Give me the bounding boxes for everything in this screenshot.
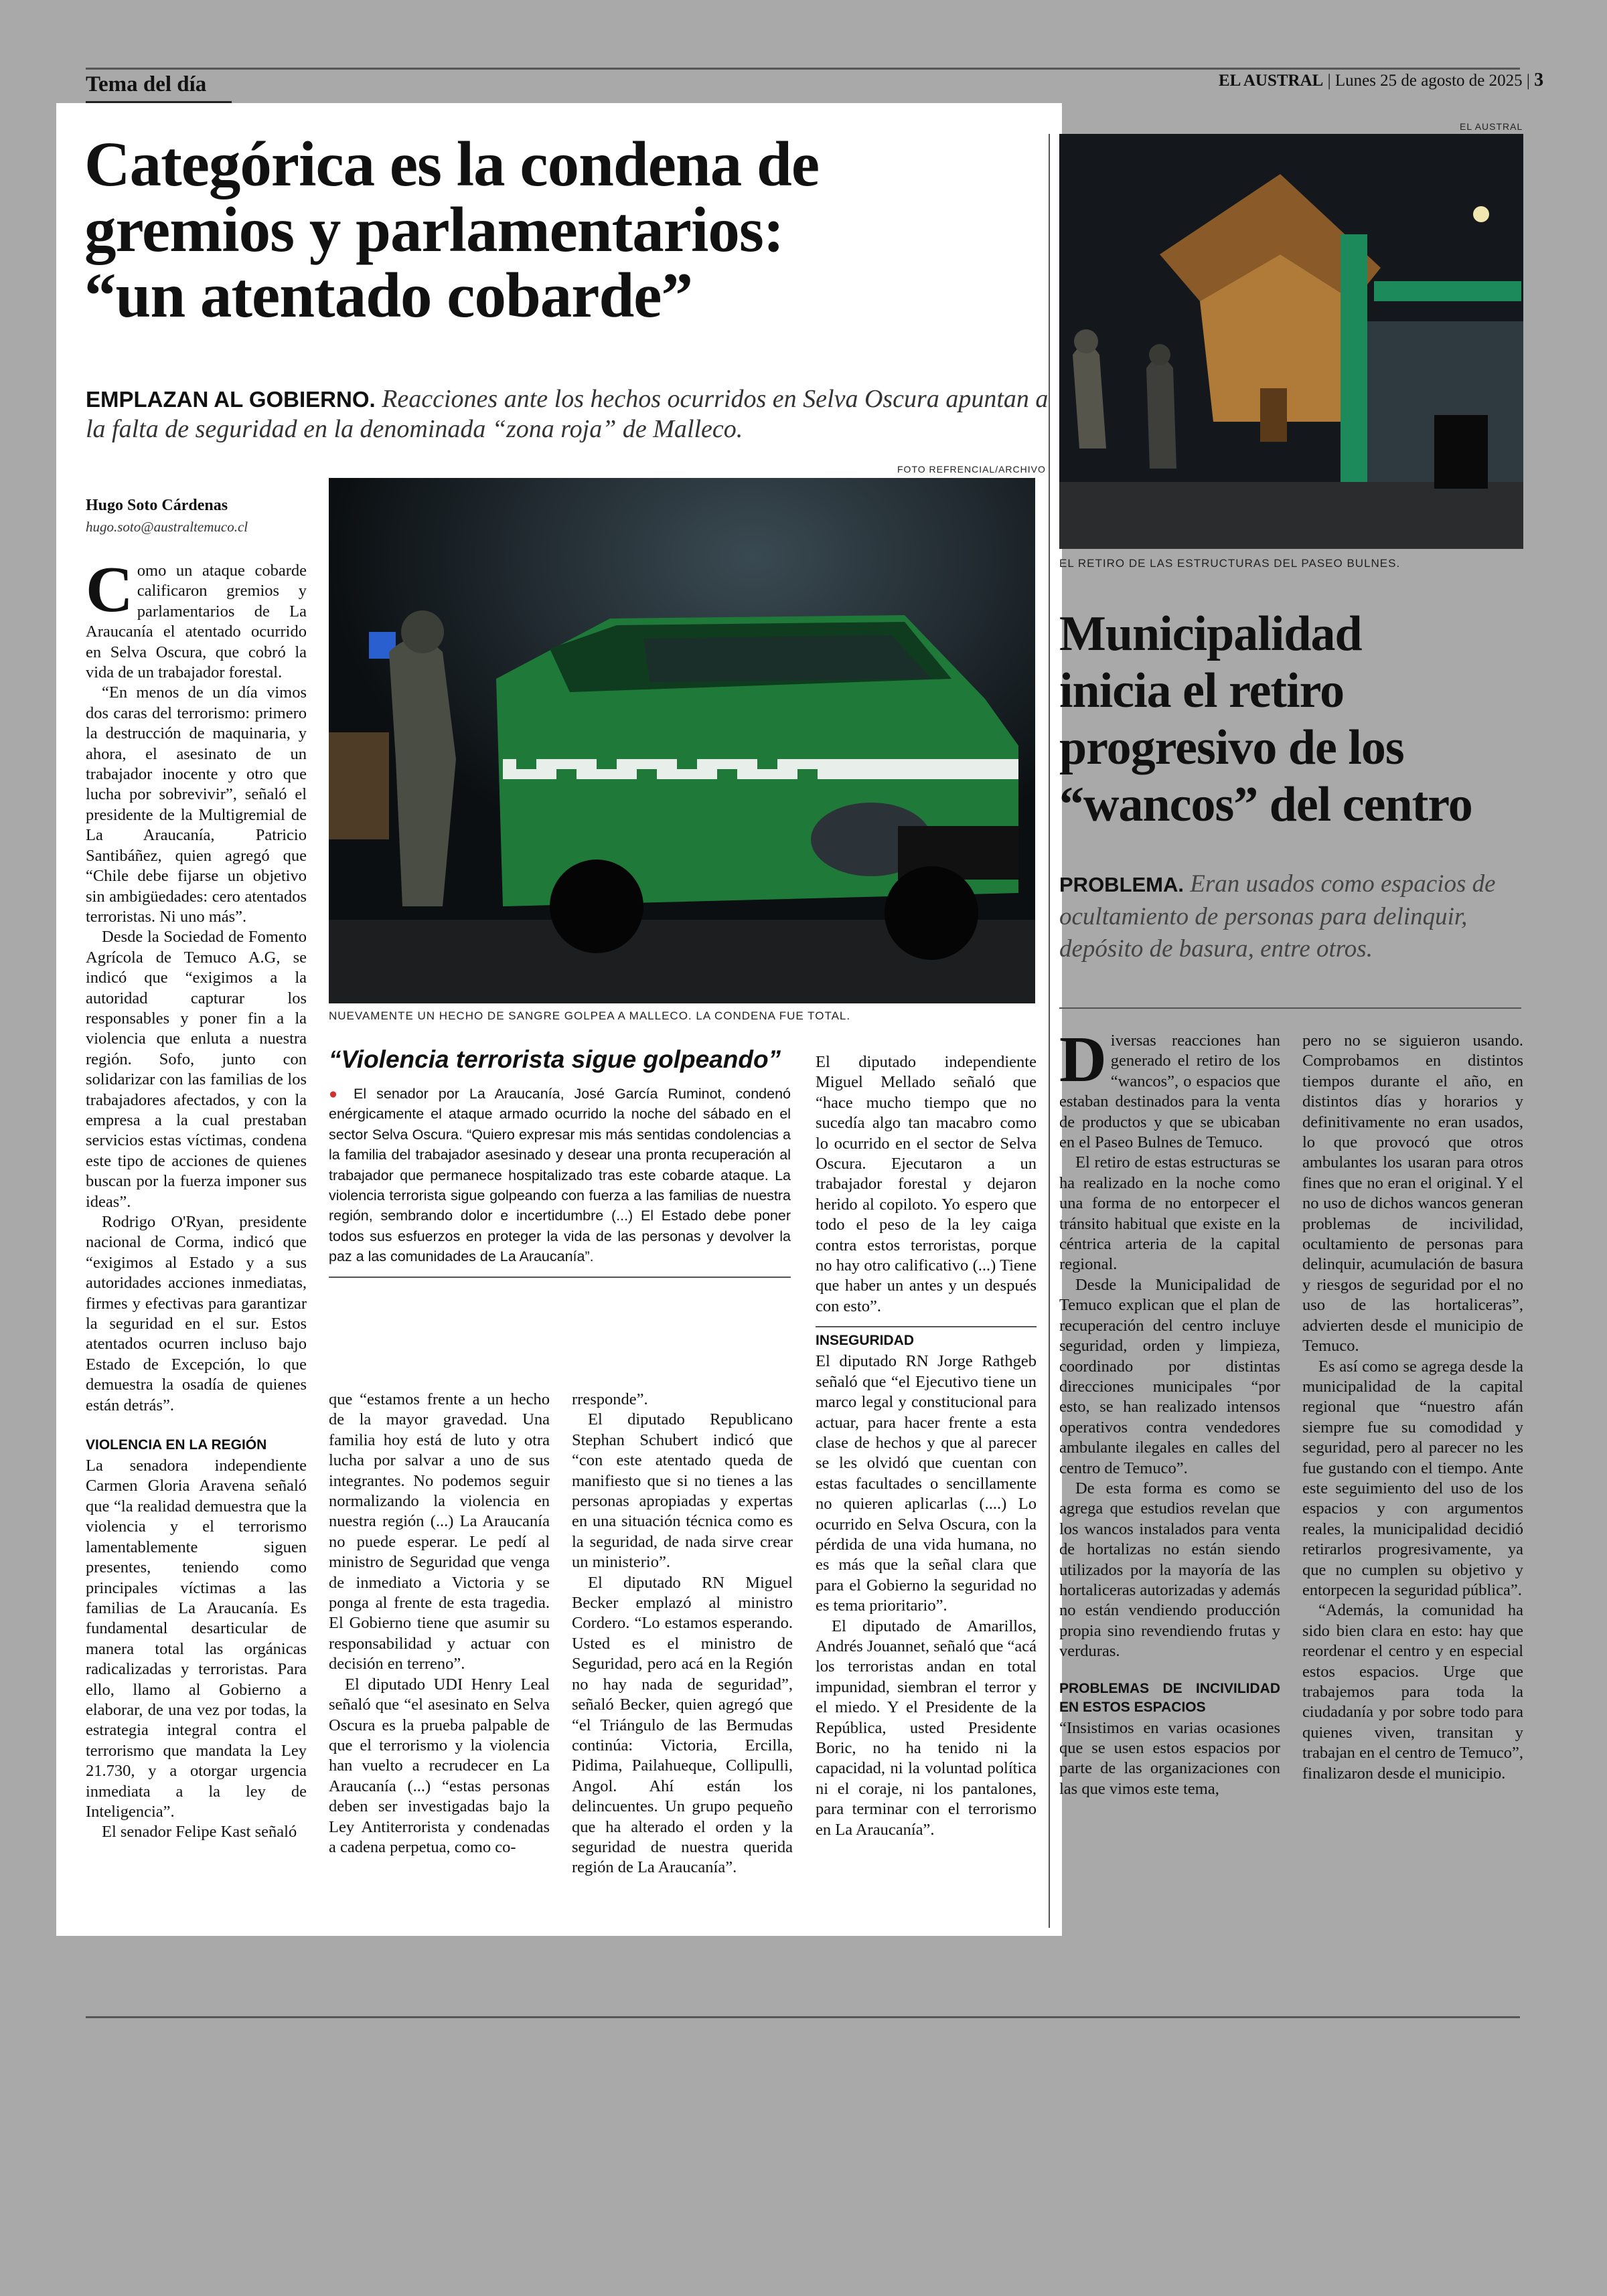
drop-cap: C [86,554,133,626]
photo-credit: FOTO REFRENCIAL/ARCHIVO [897,464,1046,475]
subheading: VIOLENCIA EN LA REGIÓN [86,1437,267,1453]
quote-body: ● El senador por La Araucanía, José García Ruminot, condenó enérgicamente el ataque armado ocurrido la noche del sábado en el sector Selva Oscura. “Quiero expresar mis más sentidas condolencias a la familia del trabajador asesinado y desear una pronta recuperación al trabajador que permanece hospitalizado tras este cobarde ataque. La violencia terrorista sigue golpeando con fuerza a las familias de nuestra región, sembrando dolor e incertidumbre (...) El Estado debe poner todos sus esfuerzos en proteger la vida de las personas y devolver la paz a las comunidades de La Araucanía”. [329,1086,791,1265]
side-column-1 [1059,1023,1280,1799]
paragraph: pero no se siguieron usando. Comprobamos en distintos tiempos durante el año, en distintos días y horarios y definitivamente no eran usados, lo que provocó que otros ambulantes los usaran para otros fines que no eran el original. Y el no uso de dichos wancos generan problemas de incivilidad, ocultamiento de personas para delinquir, acumulación de basura y riesgos de seguridad por el no uso de las hortaliceras”, advierten desde el municipio de Temuco. [1302,1032,1523,1356]
paragraph: El diputado de Amarillos, Andrés Jouannet, señaló que “acá los terroristas andan en total impunidad, siembran el terror y el miedo. Y el Presidente de la República, usted Presidente Boric, no ha tenido ni la capacidad, ni la voluntad política ni el coraje, ni los pantalones, para terminar con el terrorismo en La Araucanía”. [816,1617,1037,1839]
quote-divider [329,1277,791,1278]
main-headline [84,129,1062,331]
side-kicker: PROBLEMA. [1059,873,1184,896]
side-subheading: PROBLEMAS DE INCIVILIDAD EN ESTOS ESPACIOS [1059,1680,1280,1715]
main-column-1 [86,554,307,1843]
wancos-removal-image [1059,134,1523,549]
main-column-4 [816,1052,1037,1840]
paragraph: El diputado RN Jorge Rathgeb señaló que “el Ejecutivo tiene un marco legal y constitucional para actuar, para hacer frente a esta clase de hechos y que al parecer se les olvidó que cuentan con estas facultades o sencillamente no quieren aplicarlas (....) Lo ocurrido en Selva Oscura, con la pérdida de una vida humana, no es más que la señal clara que para el Gobierno la seguridad no es tema prioritario”. [816,1352,1037,1615]
footer-rule [86,2016,1520,2018]
side-headline-line: Municipalidad [1059,606,1362,661]
main-deck [86,384,1057,444]
paragraph: De esta forma es como se agrega que estudios revelan que los wancos instalados para venta de hortalizas no están siendo utilizados por la mayoría de las hortaliceras autorizadas y además no están vendiendo producción propia sino revendiendo frutas y verduras. [1059,1479,1280,1661]
side-headline-line: inicia el retiro [1059,663,1345,718]
paragraph: El diputado independiente Miguel Mellado señaló que “hace mucho tiempo que no sucedía algo tan macabro como lo ocurrido en el sector de Selva Oscura. Ejecutaron a un trabajador forestal y dejaron herido al copiloto. Yo espero que todo el peso de la ley caiga contra estos terroristas, porque no hay otro calificativo (...) Tiene que haber un antes y un después con esto”. [816,1053,1037,1315]
police-photo [329,478,1035,1003]
main-headline-line: gremios y parlamentarios: [84,194,784,265]
side-deck-text: Eran usados como espacios de ocultamiento de personas para delinquir, depósito de basura, entre otros. [1059,870,1496,963]
paragraph: El diputado Republicano Stephan Schubert indicó que “con este atentado queda de manifiesto que si no tienes a las personas apropiadas y expertas en una situación técnica como es la seguridad, de nada sirve crear un ministerio”. [572,1410,793,1572]
paragraph: Es así como se agrega desde la municipalidad de la capital regional que “nuestro afán siempre fue su comodidad y seguridad, pero al parecer no les fue gustando con el tiempo. Ante este seguimiento del uso de los espacios y con argumentos reales, la municipalidad decidió retirarlos progresivamente, ya que no cumplen su objetivo y entorpecen la seguridad pública”. [1302,1357,1523,1599]
main-headline-line: Categórica es la condena de [84,129,819,199]
paragraph: La senadora independiente Carmen Gloria Aravena señaló que “la realidad demuestra que la violencia y el terrorismo lamentablemente siguen presentes, teniendo como principales víctimas a las familias de La Araucanía. Es fundamental desarticular de manera total las orgánicas radicalizadas y terroristas. Para ello, llamo al Gobierno a elaborar, de una vez por todas, la estrategia integral contra el terrorismo que mandata la Ley 21.730, y a otorgar urgencia inmediata a la ley de Inteligencia”. [86,1457,307,1821]
police-truck-image [329,478,1035,1003]
wancos-photo [1059,134,1523,549]
paragraph: El retiro de estas estructuras se ha realizado en la noche como una forma de no entorpecer el tránsito habitual que existe en la céntrica arteria de la capital regional. [1059,1153,1280,1274]
side-column-2 [1302,1031,1523,1784]
author-email: hugo.soto@australtemuco.cl [86,519,248,535]
section-label: Tema del día [86,72,207,96]
side-photo-caption: EL RETIRO DE LAS ESTRUCTURAS DEL PASEO BULNES. [1059,557,1401,570]
issue-date: Lunes 25 de agosto de 2025 [1334,72,1523,90]
main-column-3 [572,1390,793,1878]
paragraph: Desde la Sociedad de Fomento Agrícola de Temuco A.G, se indicó que “exigimos a la autoridad capturar los responsables y poner fin a la violencia que enluta a nuestra región. Sofo, junto con solidarizar con las familias de los trabajadores afectados, y con la empresa a la cual prestaban servicios estas víctimas, condena este tipo de acciones de quienes buscan por la fuerza imponer sus ideas”. [86,928,307,1211]
side-deck-rule [1059,1007,1521,1009]
side-photo-credit: EL AUSTRAL [1460,121,1523,132]
masthead: EL AUSTRAL | Lunes 25 de agosto de 2025 | 3 [1219,70,1544,90]
side-headline [1059,606,1528,833]
paragraph: “Insistimos en varias ocasiones que se usen estos espacios por parte de las organizaciones con las que vimos este tema, [1059,1718,1280,1798]
column-divider [816,1326,1037,1327]
quote-box [329,1045,791,1278]
paragraph: “En menos de un día vimos dos caras del terrorismo: primero la destrucción de maquinaria, y ahora, el asesinato de un trabajador inocente y otro que lucha por sobrevivir”, señaló el presidente de la Multigremial de La Araucanía, Patricio Santibáñez, quien agregó que “Chile debe fijarse un objetivo sin ambigüedades: cero atentados terroristas. Ni uno más”. [86,683,307,926]
author-name: Hugo Soto Cárdenas [86,497,228,514]
subheading: INSEGURIDAD [816,1333,915,1349]
paragraph: iversas reacciones han generado el retiro de los “wancos”, o espacios que estaban destinados para la venta de productos y que se ubicaban en el Paseo Bulnes de Temuco. [1059,1032,1280,1152]
paragraph: El diputado RN Miguel Becker emplazó al ministro Cordero. “Lo estamos esperando. Usted es el ministro de Seguridad, pero acá en la Región no hay nada de seguridad”, señaló Becker, quien agregó que “el Triángulo de las Bermudas continúa: Victoria, Ercilla, Pidima, Pailahueque, Collipulli, Angol. Ahí están los delincuentes. Un grupo pequeño que ha alterado el orden y la seguridad de nuestra querida región de La Araucanía”. [572,1573,793,1877]
paragraph: rresponde”. [572,1390,648,1408]
quote-text: El senador por La Araucanía, José García Ruminot, condenó enérgicamente el ataque armado ocurrido la noche del sábado en el sector Selva Oscura. “Quiero expresar mis más sentidas condolencias a la familia del trabajador asesinado y desear una pronta recuperación al trabajador que permanece hospitalizado tras este cobarde ataque. La violencia terrorista sigue golpeando con fuerza a las familias de nuestra región, sembrando dolor e incertidumbre (...) El Estado debe poner todos sus esfuerzos en proteger la vida de las personas y devolver la paz a las comunidades de La Araucanía”. [329,1086,791,1265]
paragraph: “Además, la comunidad ha sido bien clara en esto: hay que reordenar el centro y en especial estos espacios. Urge que trabajemos para toda la ciudadanía y por sobre todo para quienes viven, transitan y trabajan en el centro de Temuco”, finalizaron desde el municipio. [1302,1601,1523,1783]
side-headline-line: “wancos” del centro [1059,777,1472,832]
main-headline-line: “un atentado cobarde” [84,260,692,331]
quote-title: “Violencia terrorista sigue golpeando” [329,1046,781,1073]
paragraph: que “estamos frente a un hecho de la mayor gravedad. Una familia hoy está de luto y otra lucha por salvar a uno de sus integrantes. No podemos seguir normalizando la violencia en nuestra región (...) La Araucanía no puede esperar. Le pedí al ministro de Seguridad que venga de inmediato a Victoria y se ponga al frente de esta tragedia. El Gobierno tiene que asumir su responsabilidad y actuar con decisión en terreno”. [329,1390,550,1673]
page-number: 3 [1534,70,1544,90]
photo-caption: NUEVAMENTE UN HECHO DE SANGRE GOLPEA A MALLECO. LA CONDENA FUE TOTAL. [329,1009,851,1022]
side-deck [1059,868,1521,965]
paper-name: EL AUSTRAL [1219,72,1324,90]
paragraph: Desde la Municipalidad de Temuco explican que el plan de recuperación del centro incluye seguridad, orden y limpieza, coordinado por distintas direcciones municipales “por esto, se han realizado intensos operativos contra vendedores ambulante ilegales en calles del centro de Temuco”. [1059,1275,1280,1477]
main-column-2 [329,1390,550,1858]
paragraph: Rodrigo O'Ryan, presidente nacional de Corma, indicó que “exigimos al Estado y a sus autoridades acciones inmediatas, firmes y efectivas para garantizar la seguridad en el sur. Estos atentados ocurren incluso bajo Estado de Excepción, lo que demuestra la osadía de quienes están detrás”. [86,1213,307,1414]
side-headline-line: progresivo de los [1059,720,1404,775]
main-deck-text: Reacciones ante los hechos ocurridos en Selva Oscura apuntan a la falta de seguridad en la denominada “zona roja” de Malleco. [86,385,1049,443]
side-drop-cap: D [1059,1023,1107,1096]
paragraph: El diputado UDI Henry Leal señaló que “el asesinato en Selva Oscura es la prueba palpable de que el terrorismo y la violencia han vuelto a recrudecer en La Araucanía (...) “estas personas deben ser investigadas bajo la Ley Antiterrorista y condenadas a cadena perpetua, como co- [329,1675,550,1856]
paragraph: El senador Felipe Kast señaló [102,1823,297,1841]
paragraph: omo un ataque cobarde calificaron gremios y parlamentarios de La Araucanía el atentado ocurrido en Selva Oscura, que cobró la vida de un trabajador forestal. [86,562,307,682]
main-kicker: EMPLAZAN AL GOBIERNO. [86,387,376,412]
article-divider [1049,134,1050,1928]
